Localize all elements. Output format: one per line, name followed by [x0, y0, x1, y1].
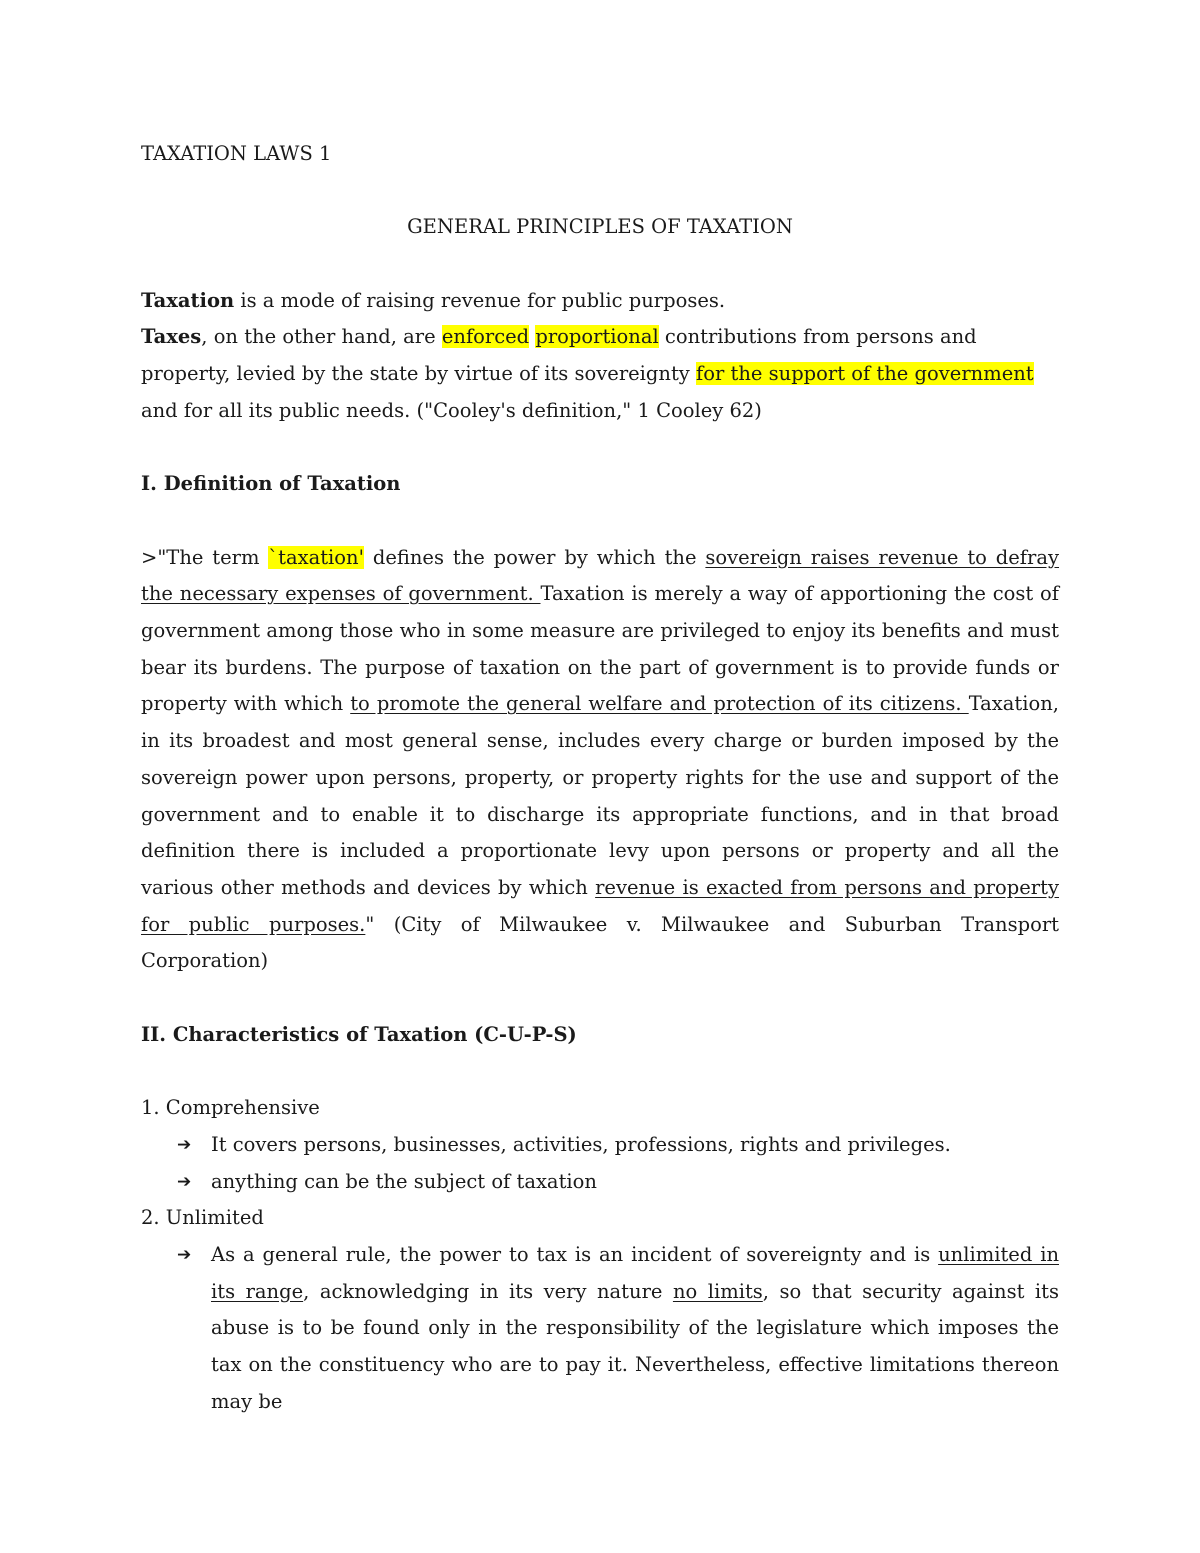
taxes-text-3: and for all its public needs. ("Cooley's definition," 1 Cooley 62): [141, 398, 762, 422]
item-comprehensive-label: 1. Comprehensive: [141, 1096, 320, 1120]
underline-revenue-exacted: revenue is exacted from persons and property for public purposes.: [141, 876, 1059, 936]
item-unlimited-label: 2. Unlimited: [141, 1206, 264, 1230]
underline-sovereign-raises-revenue: sovereign raises revenue to defray the necessary expenses of government.: [141, 545, 1059, 606]
list-item: [177, 1127, 1059, 1164]
document-page: [141, 136, 1059, 1421]
underline-no-limits: no limits: [672, 1279, 763, 1303]
s1-text-5: " (City of Milwaukee v. Milwaukee and Suburban Transport Corporation): [141, 912, 1059, 973]
list-item: [177, 1237, 1060, 1421]
section-1-paragraph: [141, 540, 1059, 980]
bullet-text: anything can be the subject of taxation: [211, 1169, 597, 1193]
s1-text-4: Taxation, in its broadest and most general sense, includes every charge or burden imposed by the sovereign power upon persons, property, or property rights for the use and support of the government and to enable it to discharge its appropriate functions, and in that broad definition there is included a proportionate levy upon persons or property and all the various other methods and devices by which: [141, 692, 1059, 899]
course-title: TAXATION LAWS 1: [141, 142, 332, 165]
bullet-text: It covers persons, businesses, activities, professions, rights and privileges.: [211, 1132, 951, 1156]
taxes-text-1: , on the other hand, are: [201, 325, 442, 349]
document-title: GENERAL PRINCIPLES OF TAXATION: [407, 215, 793, 239]
bullet-text-a: As a general rule, the power to tax is an incident of sovereignty and is: [211, 1243, 939, 1266]
bullet-text-c: , so that security against its abuse is to be found only in the responsibility of the legislature which imposes the tax on the constituency who are to pay it. Nevertheless, effective limitations thereon may be: [211, 1279, 1060, 1413]
underline-general-welfare: to promote the general welfare and protection of its citizens.: [350, 692, 969, 716]
highlight-support-of-government: for the support of the government: [696, 362, 1034, 386]
underline-unlimited-range: unlimited in its range: [211, 1243, 1059, 1303]
unlimited-bullets: [141, 1237, 1059, 1421]
term-taxation: Taxation: [141, 288, 235, 312]
highlight-proportional: proportional: [535, 325, 659, 349]
s1-text-3: Taxation is merely a way of apportioning the cost of government among those who in some measure are privileged to enjoy its benefits and must bear its burdens. The purpose of taxation on the part of government is to provide funds or property with which: [141, 582, 1059, 716]
arrow-right-icon: ➔: [177, 1134, 192, 1155]
comprehensive-bullets: [141, 1127, 1059, 1200]
taxation-definition-text: is a mode of raising revenue for public purposes.: [234, 288, 726, 312]
list-item: [177, 1164, 1059, 1201]
highlight-enforced: enforced: [441, 325, 530, 349]
arrow-right-icon: ➔: [177, 1245, 192, 1265]
s1-text-1: >"The term: [141, 545, 269, 569]
taxation-definition: [141, 283, 1059, 320]
highlight-taxation: `taxation': [268, 545, 364, 569]
taxes-definition: [141, 319, 1059, 429]
term-taxes: Taxes: [141, 325, 202, 349]
arrow-right-icon: ➔: [177, 1171, 192, 1192]
section-2-heading: II. Characteristics of Taxation (C-U-P-S): [141, 1022, 577, 1046]
bullet-text-b: , acknowledging in its very nature: [303, 1279, 673, 1303]
taxes-text-2: contributions from persons and property, levied by the state by virtue of its sovereignty: [141, 325, 977, 386]
section-1-heading: I. Definition of Taxation: [141, 472, 401, 496]
s1-text-2: defines the power by which the: [363, 545, 706, 569]
